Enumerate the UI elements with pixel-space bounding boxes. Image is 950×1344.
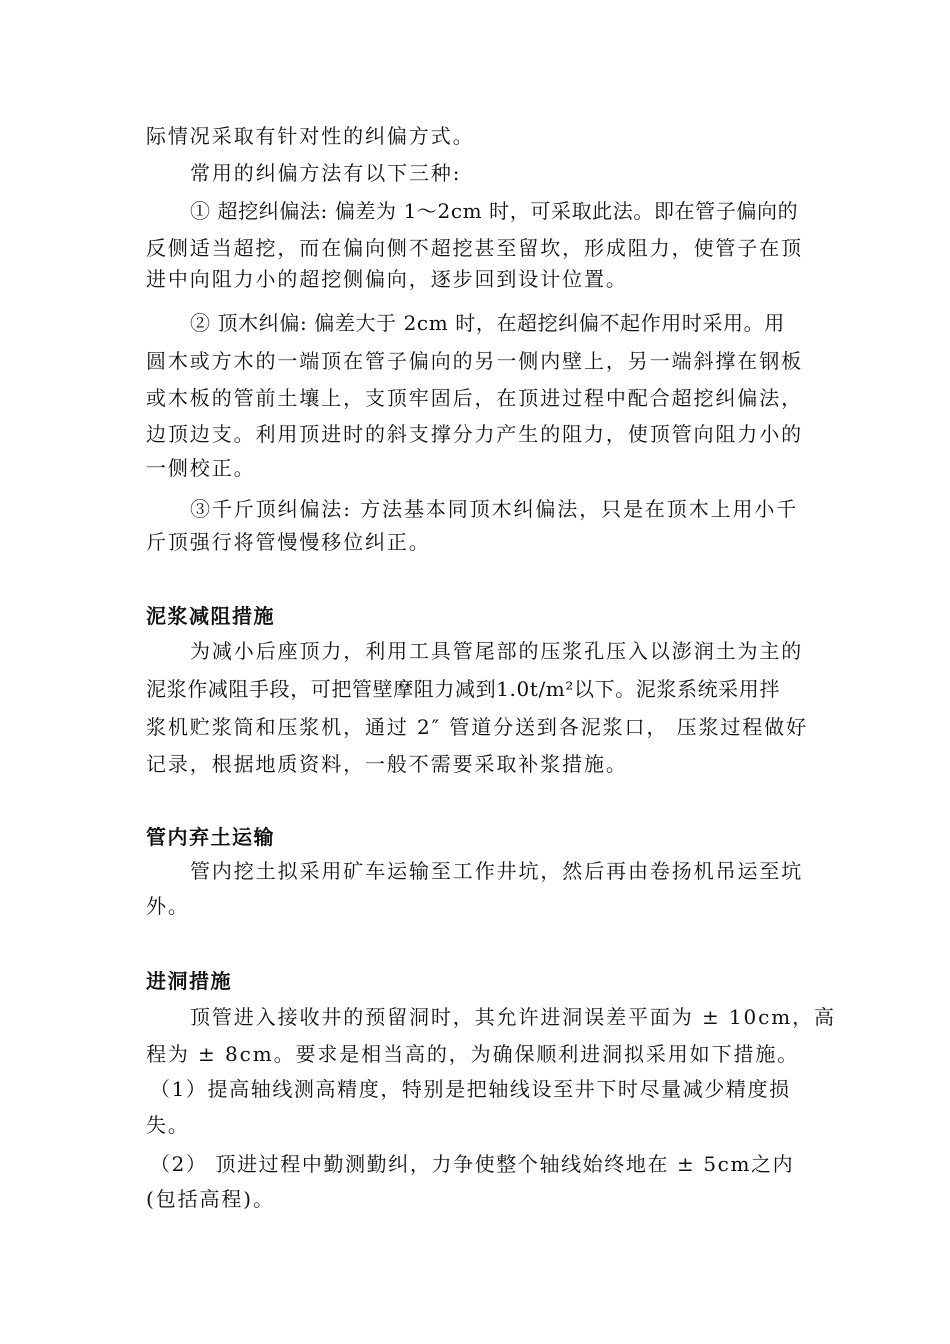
list-item-1: （1）提高轴线测高精度，特别是把轴线设至井下时尽量减少精度损	[150, 1077, 791, 1101]
paragraph-line: 边顶边支。利用顶进时的斜支撑分力产生的阻力，使顶管向阻力小的	[146, 422, 803, 446]
paragraph-line: 常用的纠偏方法有以下三种:	[190, 161, 462, 185]
paragraph-line: 管内挖土拟采用矿车运输至工作井坑，然后再由卷扬机吊运至坑	[190, 859, 804, 883]
paragraph-line: 记录，根据地质资料，一般不需要采取补浆措施。	[146, 752, 628, 776]
list-item-2: （2） 顶进过程中勤测勤纠，力争使整个轴线始终地在 ± 5cm之内	[150, 1152, 795, 1176]
paragraph-line: 失。	[146, 1113, 190, 1137]
paragraph-line: 为减小后座顶力，利用工具管尾部的压浆孔压入以澎润土为主的	[190, 639, 804, 663]
list-item-overcut: ① 超挖纠偏法: 偏差为 1～2cm 时，可采取此法。即在管子偏向的	[190, 199, 799, 223]
paragraph-line: 或木板的管前土壤上，支顶牢固后，在顶进过程中配合超挖纠偏法，	[146, 386, 803, 410]
paragraph-line: 外。	[146, 894, 190, 918]
paragraph-line: 圆木或方木的一端顶在管子偏向的另一侧内壁上，另一端斜撑在钢板	[146, 349, 803, 373]
list-item-jack: ③千斤顶纠偏法: 方法基本同顶木纠偏法，只是在顶木上用小千	[190, 497, 799, 521]
paragraph-line: 浆机贮浆筒和压浆机，通过 2″ 管道分送到各泥浆口， 压浆过程做好	[146, 715, 808, 739]
paragraph-line: 一侧校正。	[146, 456, 256, 480]
paragraph-line: (包括高程)。	[146, 1187, 275, 1211]
paragraph-line: 斤顶强行将管慢慢移位纠正。	[146, 530, 431, 554]
section-heading-entry: 进洞措施	[146, 969, 232, 993]
section-heading-spoil: 管内弃土运输	[146, 825, 275, 849]
paragraph-line: 泥浆作减阻手段，可把管壁摩阻力减到1.0t/m²以下。泥浆系统采用拌	[146, 677, 780, 701]
paragraph-line: 反侧适当超挖，而在偏向侧不超挖甚至留坎，形成阻力，使管子在顶	[146, 236, 803, 260]
list-item-timber: ② 顶木纠偏: 偏差大于 2cm 时，在超挖纠偏不起作用时采用。用	[190, 311, 785, 335]
section-heading-slurry: 泥浆减阻措施	[146, 604, 275, 628]
paragraph-line: 进中向阻力小的超挖侧偏向，逐步回到设计位置。	[146, 267, 628, 291]
paragraph-line: 顶管进入接收井的预留洞时，其允许进洞误差平面为 ± 10cm，高	[190, 1005, 836, 1029]
paragraph-line: 程为 ± 8cm。要求是相当高的，为确保顺利进洞拟采用如下措施。	[146, 1042, 800, 1066]
paragraph-line: 际情况采取有针对性的纠偏方式。	[146, 124, 475, 148]
